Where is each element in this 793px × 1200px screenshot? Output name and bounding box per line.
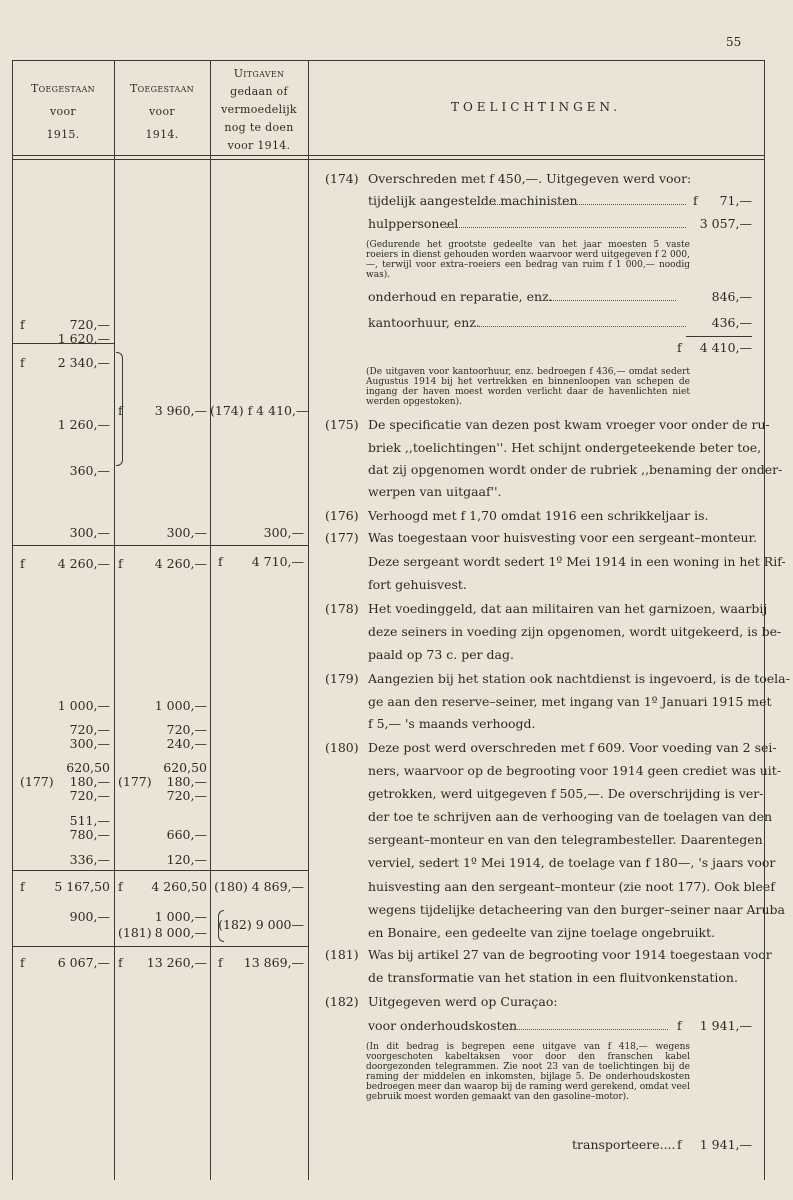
subtotal-rule [12,946,114,947]
page-number: 55 [726,35,742,49]
amount-value: 300,— [166,525,207,540]
amount-value: 240,— [166,736,207,751]
amount-value: 300,— [69,525,110,540]
explanation-line: fort gehuisvest. [368,577,467,592]
subtotal-rule [210,870,308,871]
explanation-line: ge aan den reserve–seiner, met ingang van 1º Januari 1915 met [368,694,772,709]
explanation-line: getrokken, werd uitgegeven f 505,—. De overschrijding is ver- [368,786,764,801]
note-number: (181) [325,947,359,962]
subtotal-rule [114,946,210,947]
currency-symbol: f [677,1137,682,1152]
amount-value: 720,— [69,722,110,737]
note-number: (180) [325,740,359,755]
explanation-line: Was toegestaan voor huisvesting voor een sergeant–monteur. [368,530,758,545]
subtotal-rule [12,870,114,871]
explanation-line: deze seiners in voeding zijn opgenomen, wordt uitgekeerd, is be- [368,624,782,639]
explanation-line: en Bonaire, een gedeelte van zijne toelage ongebruikt. [368,925,716,940]
header-col3-line5: voor 1914. [227,139,291,152]
amount-value: 180,— [166,774,207,789]
explanation-amount: 3 057,— [699,216,752,231]
header-col3-line3: vermoedelijk [221,103,297,116]
header-col2-line1: Toegestaan [130,82,194,95]
subtotal-rule [210,545,308,546]
amount-prefix: f [218,955,223,970]
amount-value: 900,— [69,909,110,924]
amount-prefix: f [20,879,25,894]
dot-leader [446,227,686,228]
amount-prefix: f [20,355,25,370]
header-col3-line2: gedaan of [230,85,288,98]
subtotal-rule [12,545,114,546]
dot-leader [475,326,686,327]
amount-value: 13 869,— [243,955,304,970]
amount-value: 1 620,— [57,331,110,346]
note-number: (177) [325,530,359,545]
explanation-line: hulppersoneel [368,216,459,231]
subtotal-rule [114,870,210,871]
explanation-line: Deze sergeant wordt sedert 1º Mei 1914 in een woning in het Rif- [368,554,786,569]
right-border [764,60,765,1180]
explanation-line: huisvesting aan den sergeant–monteur (zie noot 177). Ook bleef [368,879,775,894]
explanation-line: transporteere.... [572,1137,676,1152]
amount-prefix: f [20,955,25,970]
explanation-line: der toe te schrijven aan de verhooging van de toelagen van den [368,809,773,824]
amount-value: (180) 4 869,— [214,879,304,894]
header-col1-line2: voor [50,105,76,118]
amount-value: 720,— [69,317,110,332]
amount-value: 780,— [69,827,110,842]
amount-value: 4 710,— [251,554,304,569]
small-print-note: (In dit bedrag is begrepen eene uitgave van f 418,— wegens voorgeschoten kabeltaksen voor door den franschen kabel doorgezonden telegrammen. Zie noot 23 van de toelichtingen bij de raming der middelen en inkomsten, bijlage 5. De onderhoudskosten bedroegen meer dan waarop bij de raming werd gerekend, omdat veel gebruik moest worden gemaakt van den gasoline–motor). [366,1042,690,1102]
sum-rule [686,336,752,337]
amount-value: 180,— [69,774,110,789]
explanation-amount: 1 941,— [699,1137,752,1152]
amount-value: (174) f 4 410,— [210,403,309,418]
explanation-line: verviel, sedert 1º Mei 1914, de toelage van f 180—, 's jaars voor [368,855,776,870]
explanation-line: f 5,— 's maands verhoogd. [368,716,536,731]
amount-prefix: f [118,955,123,970]
note-number: (179) [325,671,359,686]
explanation-line: kantoorhuur, enz. [368,315,480,330]
explanation-line: onderhoud en reparatie, enz. [368,289,553,304]
explanation-amount: 71,— [719,193,752,208]
amount-value: 6 067,— [57,955,110,970]
amount-value: 336,— [69,852,110,867]
currency-symbol: f [677,340,682,355]
amount-value: 1 000,— [57,698,110,713]
amount-value: 1 000,— [154,698,207,713]
explanation-amount: 846,— [711,289,752,304]
col-divider-3 [308,60,309,1180]
note-number: (174) [325,171,359,186]
amount-value: 720,— [69,788,110,803]
subtotal-rule [210,946,308,947]
header-bottom-rule [12,155,764,160]
explanation-line: tijdelijk aangestelde machinisten [368,193,578,208]
amount-value: 1 000,— [154,909,207,924]
note-number: (182) [325,994,359,1009]
amount-prefix: f [218,554,223,569]
amount-prefix: (181) [118,925,152,940]
amount-value: 4 260,— [57,556,110,571]
header-col2-line3: 1914. [145,128,179,141]
currency-symbol: f [693,193,698,208]
explanation-line: dat zij opgenomen wordt onder de rubriek ,,benaming der onder- [368,462,783,477]
amount-value: 1 260,— [57,417,110,432]
note-number: (178) [325,601,359,616]
explanation-line: paald op 73 c. per dag. [368,647,514,662]
header-col3-line4: nog te doen [224,121,294,134]
explanation-line: ners, waarvoor op de begrooting voor 1914 geen crediet was uit- [368,763,782,778]
amount-prefix: f [118,403,123,418]
note-number: (175) [325,417,359,432]
explanation-line: Was bij artikel 27 van de begrooting voor 1914 toegestaan voor [368,947,772,962]
left-border [12,60,13,1180]
explanation-line: Overschreden met f 450,—. Uitgegeven werd voor: [368,171,692,186]
amount-value: 5 167,50 [54,879,110,894]
amount-value: 620,50 [163,760,207,775]
header-col1-line3: 1915. [46,128,80,141]
amount-prefix: (177) [118,774,152,789]
explanation-line: Verhoogd met f 1,70 omdat 1916 een schrikkeljaar is. [368,508,709,523]
amount-value: 620,50 [66,760,110,775]
amount-value: 2 340,— [57,355,110,370]
amount-prefix: f [118,879,123,894]
explanation-amount: 1 941,— [699,1018,752,1033]
amount-value: 511,— [69,813,110,828]
explanation-amount: 436,— [711,315,752,330]
currency-symbol: f [677,1018,682,1033]
header-col1-line1: Toegestaan [31,82,95,95]
amount-prefix: (177) [20,774,54,789]
explanation-line: voor onderhoudskosten [368,1018,518,1033]
explanation-line: Het voedinggeld, dat aan militairen van het garnizoen, waarbij [368,601,768,616]
header-toelichtingen: TOELICHTINGEN. [450,100,622,114]
explanation-line: De specificatie van dezen post kwam vroeger voor onder de ru- [368,417,770,432]
small-print-note: (Gedurende het grootste gedeelte van het jaar moesten 5 vaste roeiers in dienst gehouden worden waarvoor werd uitgegeven f 2 000,—, terwijl voor extra–roeiers een bedrag van ruim f 1 000,— noodig was). [366,240,690,280]
explanation-amount: 4 410,— [699,340,752,355]
header-col2-line2: voor [149,105,175,118]
note-number: (176) [325,508,359,523]
amount-prefix: f [118,556,123,571]
amount-value: 3 960,— [154,403,207,418]
amount-prefix: f [20,317,25,332]
explanation-line: Aangezien bij het station ook nachtdienst is ingevoerd, is de toela- [368,671,790,686]
small-print-note: (De uitgaven voor kantoorhuur, enz. bedroegen f 436,— omdat sedert Augustus 1914 bij het vertrekken en binnenloopen van schepen de ingang der haven moest worden verlicht daar de havenlichten niet werden opgestoken). [366,367,690,407]
explanation-line: briek ,,toelichtingen''. Het schijnt ondergeteekende beter toe, [368,440,762,455]
amount-value: 4 260,50 [151,879,207,894]
amount-prefix: f [20,556,25,571]
col-divider-1 [114,60,115,1180]
explanation-line: Uitgegeven werd op Curaçao: [368,994,558,1009]
subtotal-rule [114,545,210,546]
amount-value: (182) 9 000— [218,917,304,932]
amount-value: 8 000,— [154,925,207,940]
amount-value: 660,— [166,827,207,842]
amount-value: 4 260,— [154,556,207,571]
amount-value: 13 260,— [146,955,207,970]
explanation-line: wegens tijdelijke detacheering van den burger–seiner naar Aruba [368,902,785,917]
explanation-line: de transformatie van het station in een fluitvonkenstation. [368,970,738,985]
amount-value: 360,— [69,463,110,478]
amount-value: 720,— [166,788,207,803]
dot-leader [507,1029,668,1030]
header-col3-line1: Uitgaven [233,67,285,80]
amount-value: 120,— [166,852,207,867]
col-divider-2 [210,60,211,1180]
amount-value: 300,— [69,736,110,751]
explanation-line: sergeant–monteur en van den telegrambesteller. Daarentegen [368,832,763,847]
explanation-line: Deze post werd overschreden met f 609. Voor voeding van 2 sei- [368,740,777,755]
dot-leader [535,300,676,301]
amount-value: 720,— [166,722,207,737]
table-top-rule [12,60,764,61]
amount-value: 300,— [263,525,304,540]
explanation-line: werpen van uitgaaf''. [368,484,502,499]
dot-leader [472,204,686,205]
